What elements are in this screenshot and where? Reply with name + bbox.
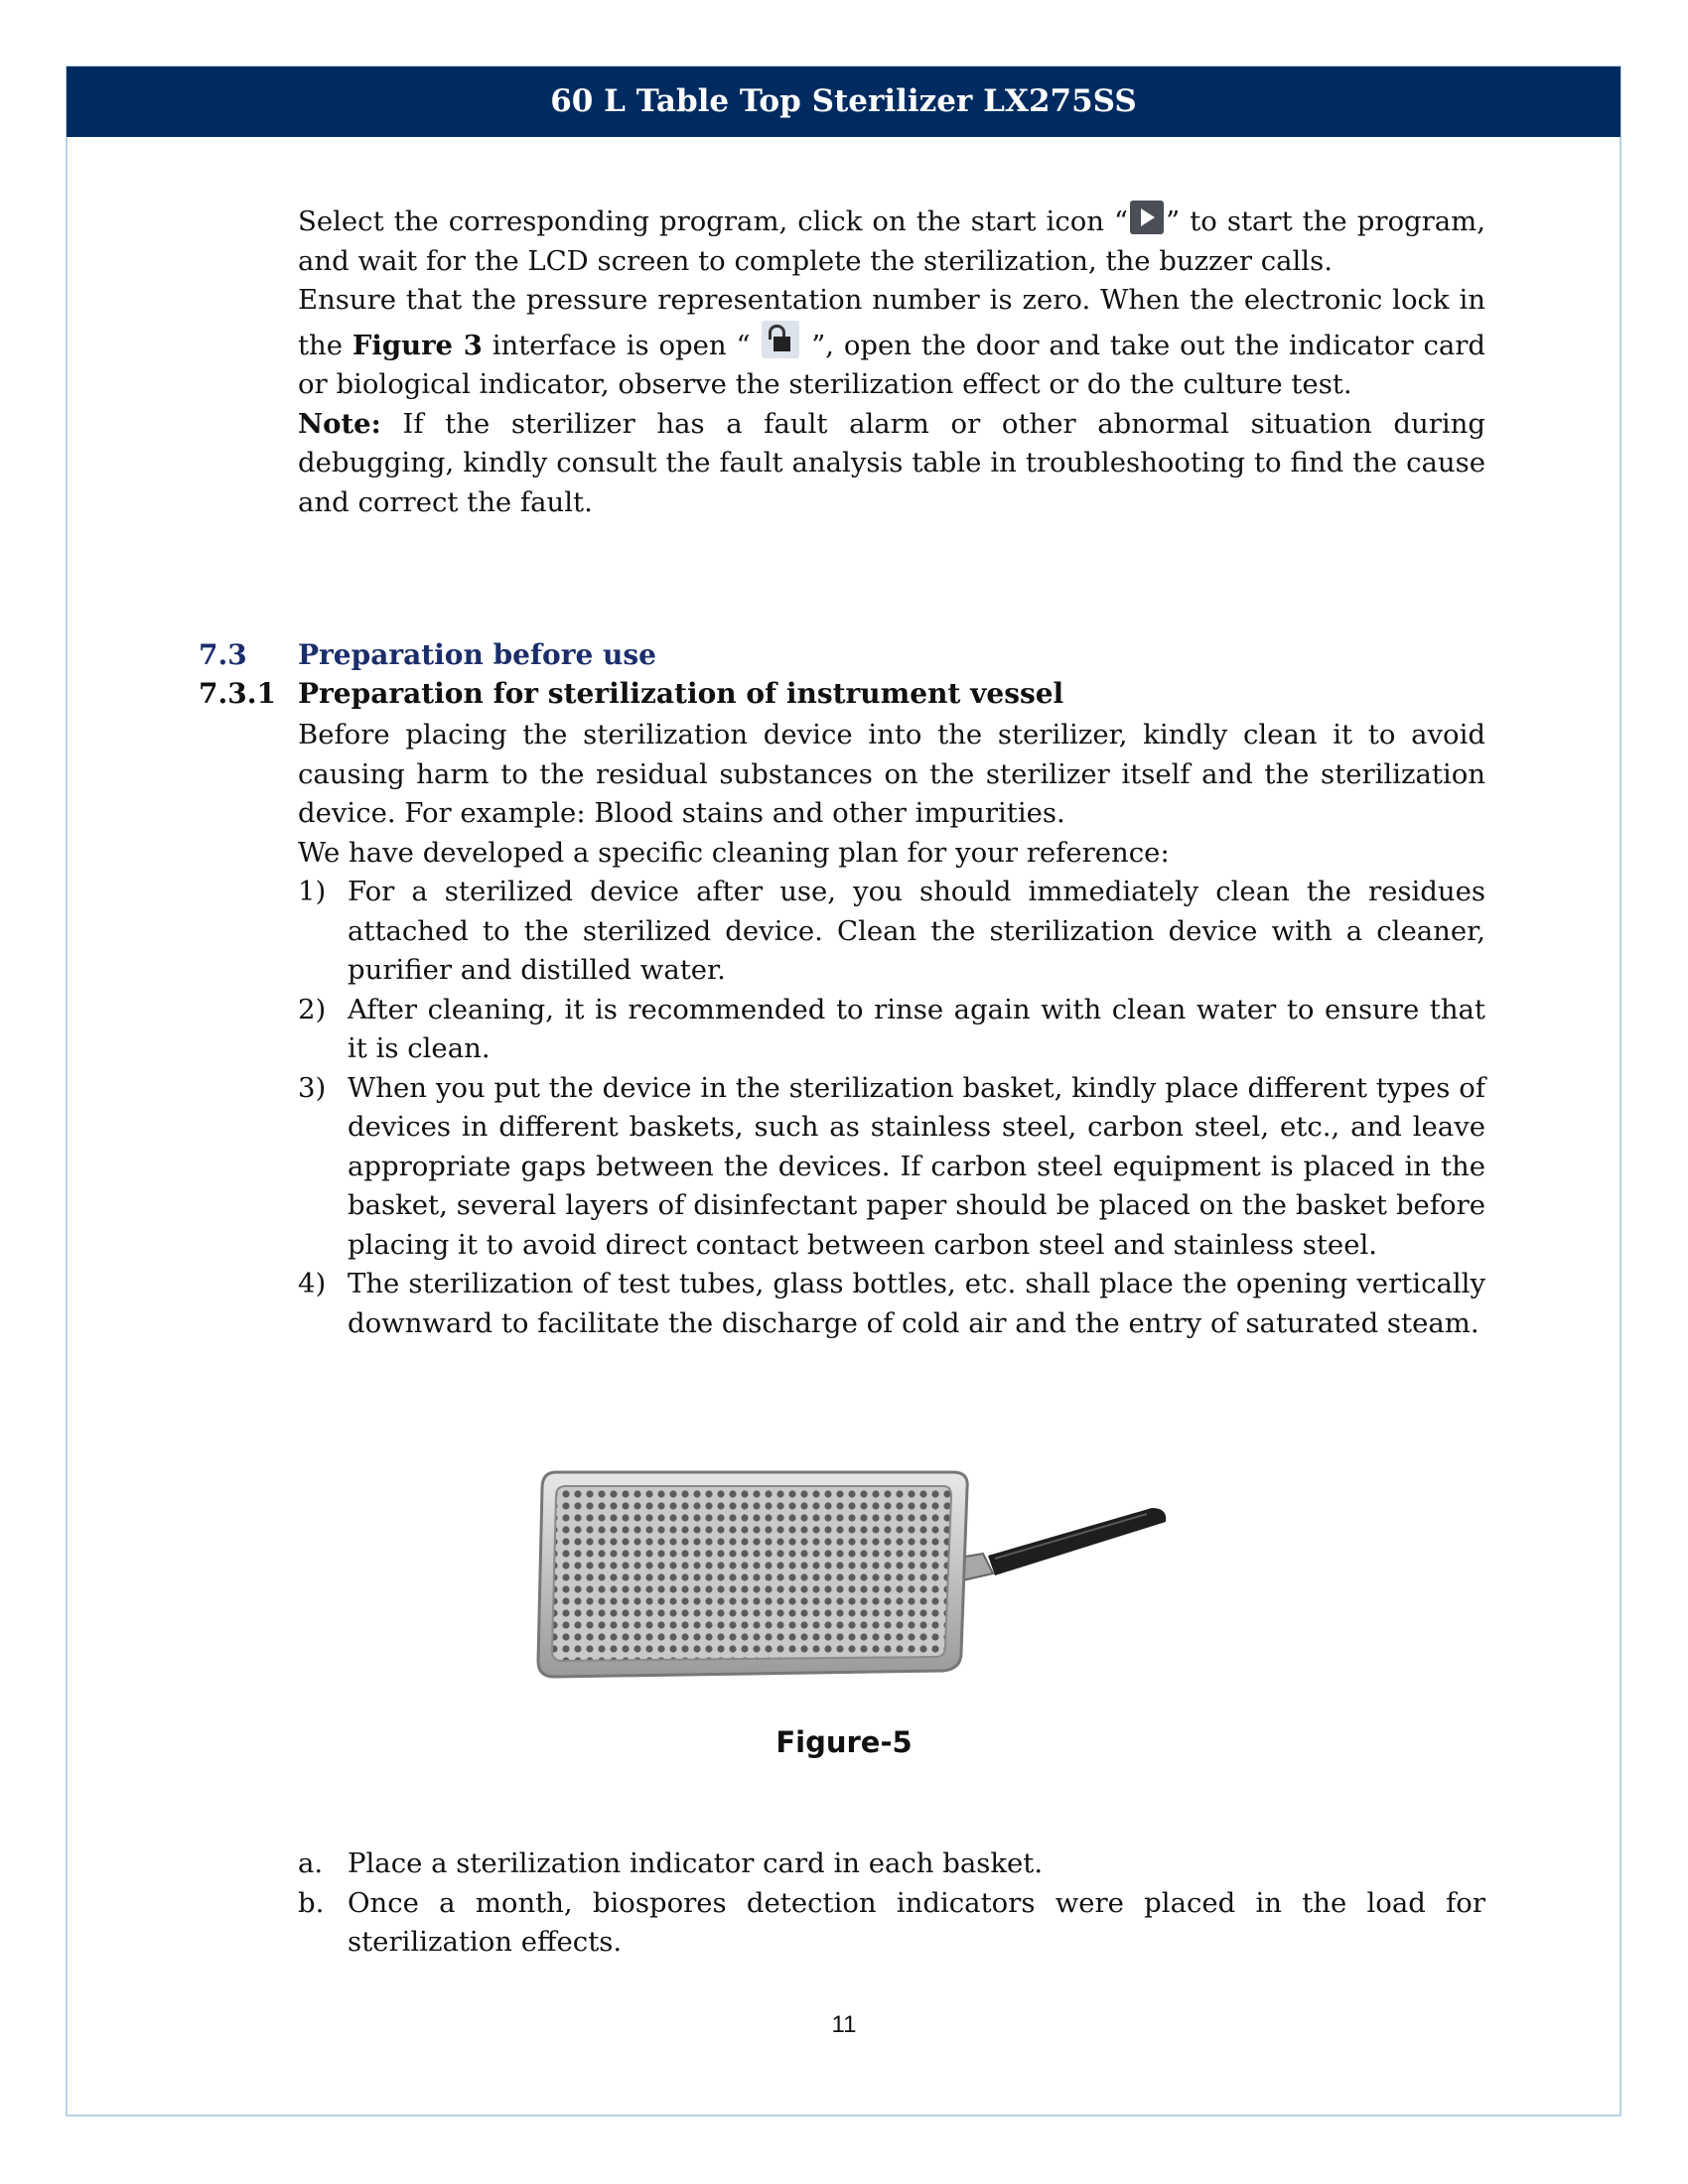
play-icon [1130, 201, 1164, 234]
intro-text: ” to start the program, and wait for the LCD screen to complete the sterilization, the buzzer calls. [298, 205, 1485, 277]
list-item [298, 1069, 1485, 1266]
note-label: Note: [298, 407, 381, 440]
note-item [298, 1884, 1485, 1963]
section-number: 7.3 [199, 638, 247, 671]
list-number: 3) [298, 1071, 327, 1104]
intro-paragraph-start [298, 201, 1485, 281]
figure-caption: Figure-5 [775, 1725, 913, 1759]
note-paragraph [298, 405, 1485, 523]
page-number: 11 [831, 2011, 857, 2038]
note-item-text: Place a sterilization indicator card in each basket. [348, 1847, 1044, 1879]
list-text: After cleaning, it is recommended to rinse again with clean water to ensure that it is clean. [348, 993, 1485, 1064]
section-title: Preparation before use [298, 638, 656, 671]
header-title: 60 L Table Top Sterilizer LX275SS [550, 83, 1137, 119]
list-item [298, 991, 1485, 1069]
body-paragraph: We have developed a specific cleaning plan for your reference: [298, 836, 1170, 869]
figure-reference: Figure 3 [352, 329, 483, 361]
list-number: 1) [298, 876, 327, 907]
note-letter: a. [298, 1847, 324, 1879]
subsection-number: 7.3.1 [199, 677, 276, 710]
list-text: For a sterilized device after use, you should immediately clean the residues attached to the sterilized device. Clean the sterilization device with a cleaner, purifier and distilled water. [348, 876, 1485, 986]
list-text: When you put the device in the sterilization basket, kindly place different types of devices in different baskets, such as stainless steel, carbon steel, etc., and leave appropriate gaps between the devices. If carbon steel equipment is placed in the basket, several layers of disinfectant paper should be placed on the basket before placing it to avoid direct contact between carbon steel and stainless steel. [348, 1071, 1485, 1261]
body-paragraph: Before placing the sterilization device into the sterilizer, kindly clean it to avoid causing harm to the residual substances on the sterilizer itself and the sterilization device. For example: Blood stains and other impurities. [298, 719, 1485, 829]
notes-list [298, 1844, 1485, 1963]
page-header [67, 67, 1620, 137]
note-item [298, 1844, 1485, 1884]
intro-block [298, 201, 1485, 522]
intro-text: Ensure that the pressure representation number is zero. When the electronic lock in the [298, 284, 1485, 361]
intro-text: interface is open “ [482, 329, 761, 361]
list-item [298, 1265, 1485, 1343]
note-text: If the sterilizer has a fault alarm or other abnormal situation during debugging, kindly consult the fault analysis table in troubleshooting to find the cause and correct the fault. [298, 407, 1485, 518]
list-number: 2) [298, 993, 327, 1025]
unlock-icon [762, 321, 799, 358]
intro-text: Select the corresponding program, click on the start icon “ [298, 205, 1129, 237]
note-letter: b. [298, 1886, 325, 1919]
note-item-text: Once a month, biospores detection indicators were placed in the load for sterilization effects. [348, 1886, 1485, 1958]
intro-text: ”, open the door and take out the indicator card or biological indicator, observe the sterilization effect or do the culture test. [298, 329, 1486, 400]
intro-paragraph-unlock [298, 281, 1485, 405]
sterilization-tray-image [536, 1464, 1172, 1688]
list-item [298, 873, 1485, 991]
section-body [298, 716, 1485, 1343]
list-text: The sterilization of test tubes, glass bottles, etc. shall place the opening vertically downward to facilitate the discharge of cold air and the entry of saturated steam. [348, 1268, 1485, 1339]
subsection-title: Preparation for sterilization of instrument vessel [298, 677, 1064, 710]
list-number: 4) [298, 1268, 327, 1299]
